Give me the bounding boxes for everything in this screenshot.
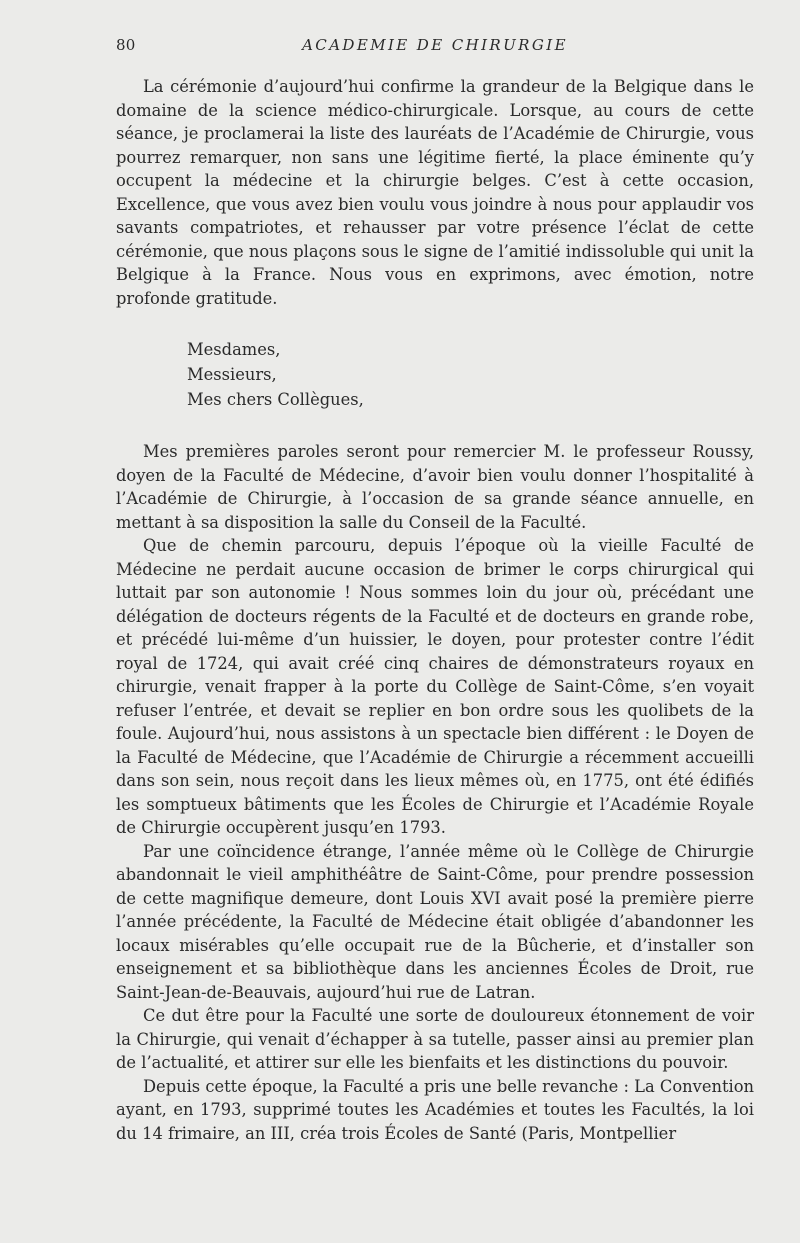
paragraph-6: Depuis cette époque, la Faculté a pris une belle revanche : La Convention ayant, en 1793, supprimé toutes les Académies et toutes les Facultés, la loi du 14 frimaire, an III, créa trois Écoles de Santé (Paris, Montpellier xyxy=(116,1076,754,1143)
page-number: 80 xyxy=(116,36,136,54)
salutation xyxy=(187,337,754,412)
page-header xyxy=(116,36,754,58)
paragraph-1: La cérémonie d’aujourd’hui confirme la grandeur de la Belgique dans le domaine de la science médico-chirurgicale. Lorsque, au cours de cette séance, je proclamerai la liste des lauréats de l’Académie de Chirurgie, vous pourrez remarquer, non sans une légitime fierté, la place éminente qu’y occupent la médecine et la chirurgie belges. C’est à cette occasion, Excellence, que vous avez bien voulu vous joindre à nous pour applaudir vos savants compatriotes, et rehausser par votre présence l’éclat de cette cérémonie, que nous plaçons sous le signe de l’amitié indissoluble qui unit la Belgique à la France. Nous vous en exprimons, avec émotion, notre profonde gratitude. xyxy=(116,77,754,308)
salutation-line-1: Mesdames, xyxy=(187,340,281,359)
paragraph-4: Par une coïncidence étrange, l’année même où le Collège de Chirurgie abandonnait le vieil amphithéâtre de Saint-Côme, pour prendre possession de cette magnifique demeure, dont Louis XVI avait posé la première pierre l’année précédente, la Faculté de Médecine était obligée d’abandonner les locaux misérables qu’elle occupait rue de la Bûcherie, et d’installer son enseignement et sa bibliothèque dans les anciennes Écoles de Droit, rue Saint-Jean-de-Beauvais, aujourd’hui rue de Latran. xyxy=(116,841,754,1002)
paragraph-2: Mes premières paroles seront pour remercier M. le professeur Roussy, doyen de la Faculté de Médecine, d’avoir bien voulu donner l’hospitalité à l’Académie de Chirurgie, à l’occasion de sa grande séance annuelle, en mettant à sa disposition la salle du Conseil de la Faculté. xyxy=(116,442,754,532)
salutation-line-2: Messieurs, xyxy=(187,365,277,384)
paragraph-3: Que de chemin parcouru, depuis l’époque où la vieille Faculté de Médecine ne perdait aucune occasion de brimer le corps chirurgical qui luttait par son autonomie ! Nous sommes loin du jour où, précédant une délégation de docteurs régents de la Faculté et de docteurs en grande robe, et précédé lui-même d’un huissier, le doyen, pour protester contre l’édit royal de 1724, qui avait créé cinq chaires de démonstrateurs royaux en chirurgie, venait frapper à la porte du Collège de Saint-Côme, s’en voyait refuser l’entrée, et devait se replier en bon ordre sous les quolibets de la foule. Aujourd’hui, nous assistons à un spectacle bien différent : le Doyen de la Faculté de Médecine, que l’Académie de Chirurgie a récemment accueilli dans son sein, nous reçoit dans les lieux mêmes où, en 1775, ont été édifiés les somptueux bâtiments que les Écoles de Chirurgie et l’Académie Royale de Chirurgie occupèrent jusqu’en 1793. xyxy=(116,536,754,837)
body-text xyxy=(116,75,754,1145)
paragraph-5: Ce dut être pour la Faculté une sorte de douloureux étonnement de voir la Chirurgie, qui venait d’échapper à sa tutelle, passer ainsi au premier plan de l’actualité, et attirer sur elle les bienfaits et les distinctions du pouvoir. xyxy=(116,1006,754,1072)
running-title: ACADEMIE DE CHIRURGIE xyxy=(302,36,568,54)
salutation-line-3: Mes chers Collègues, xyxy=(187,390,364,409)
